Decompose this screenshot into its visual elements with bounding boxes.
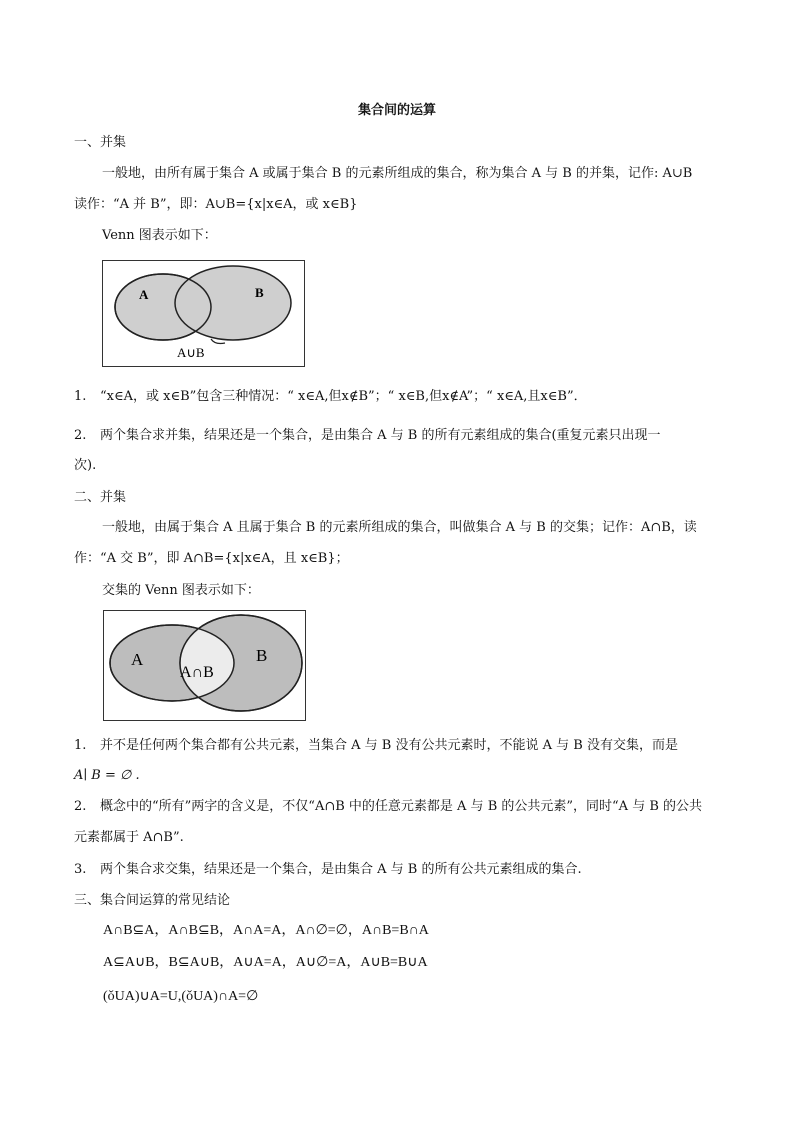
intersection-note-text: 概念中的“所有”两字的含义是，不仅“A∩B 中的任意元素都是 A 与 B 的公共元素”，同时“A 与 B 的公共: [100, 799, 703, 814]
intersection-note-number: 3.: [74, 862, 87, 877]
intersection-label-b: B: [256, 646, 268, 665]
intersection-label-a: A: [131, 650, 144, 669]
union-label-b: B: [255, 285, 264, 300]
intersection-note-text-cont: A∣ B = ∅ .: [74, 768, 140, 783]
union-note-text: “x∈A，或 x∈B”包含三种情况：“ x∈A,但x∉B”；“ x∈B,但x∉A”；“ x∈A,且x∈B”．: [100, 389, 587, 404]
intersection-definition-line2: 作：“A 交 B”，即 A∩B={x|x∈A，且 x∈B}；: [74, 551, 349, 566]
union-note-text: 两个集合求并集，结果还是一个集合，是由集合 A 与 B 的所有元素组成的集合(重复元素只出现一: [100, 428, 661, 443]
intersection-venn-caption: 交集的 Venn 图表示如下：: [102, 583, 260, 598]
union-venn-svg: [103, 261, 304, 366]
section-heading-union: 一、并集: [74, 135, 127, 150]
intersection-label-result: A∩B: [180, 664, 214, 681]
intersection-venn-svg: [104, 611, 305, 720]
intersection-note-number: 1.: [74, 738, 87, 753]
union-venn-caption: Venn 图表示如下：: [102, 228, 217, 243]
section-heading-conclusions: 三、集合间运算的常见结论: [74, 893, 231, 908]
union-set-b-circle: [175, 266, 291, 340]
union-note-text-cont: 次).: [74, 458, 97, 473]
intersection-note-text-cont: 元素都属于 A∩B”.: [74, 830, 184, 845]
intersection-definition-line1: 一般地，由属于集合 A 且属于集合 B 的元素所组成的集合，叫做集合 A 与 B 的交集；记作：A∩B，读: [102, 520, 697, 535]
union-note-number: 1.: [74, 389, 87, 404]
union-definition-line1: 一般地，由所有属于集合 A 或属于集合 B 的元素所组成的集合，称为集合 A 与 B 的并集，记作: A∪B: [102, 166, 693, 181]
conclusion-formula-line: A⊆A∪B，B⊆A∪B，A∪A=A，A∪∅=A，A∪B=B∪A: [103, 955, 428, 970]
union-venn-diagram: [102, 260, 305, 367]
union-definition-line2: 读作：“A 并 B”，即：A∪B={x|x∈A，或 x∈B}: [74, 197, 358, 212]
intersection-note-text: 并不是任何两个集合都有公共元素，当集合 A 与 B 没有公共元素时，不能说 A 与 B 没有交集，而是: [100, 738, 678, 753]
intersection-note-text: 两个集合求交集，结果还是一个集合，是由集合 A 与 B 的所有公共元素组成的集合.: [100, 862, 582, 877]
union-label-a: A: [139, 287, 149, 302]
intersection-note-number: 2.: [74, 799, 87, 814]
section-heading-intersection: 二、并集: [74, 490, 127, 505]
union-note-number: 2.: [74, 428, 87, 443]
intersection-venn-diagram: [103, 610, 306, 721]
conclusion-formula-line: (ǒUA)∪A=U,(ǒUA)∩A=∅: [103, 989, 259, 1004]
page-title: 集合间的运算: [357, 103, 436, 118]
union-label-result: A∪B: [177, 345, 205, 360]
conclusion-formula-line: A∩B⊆A，A∩B⊆B，A∩A=A，A∩∅=∅，A∩B=B∩A: [103, 923, 429, 938]
